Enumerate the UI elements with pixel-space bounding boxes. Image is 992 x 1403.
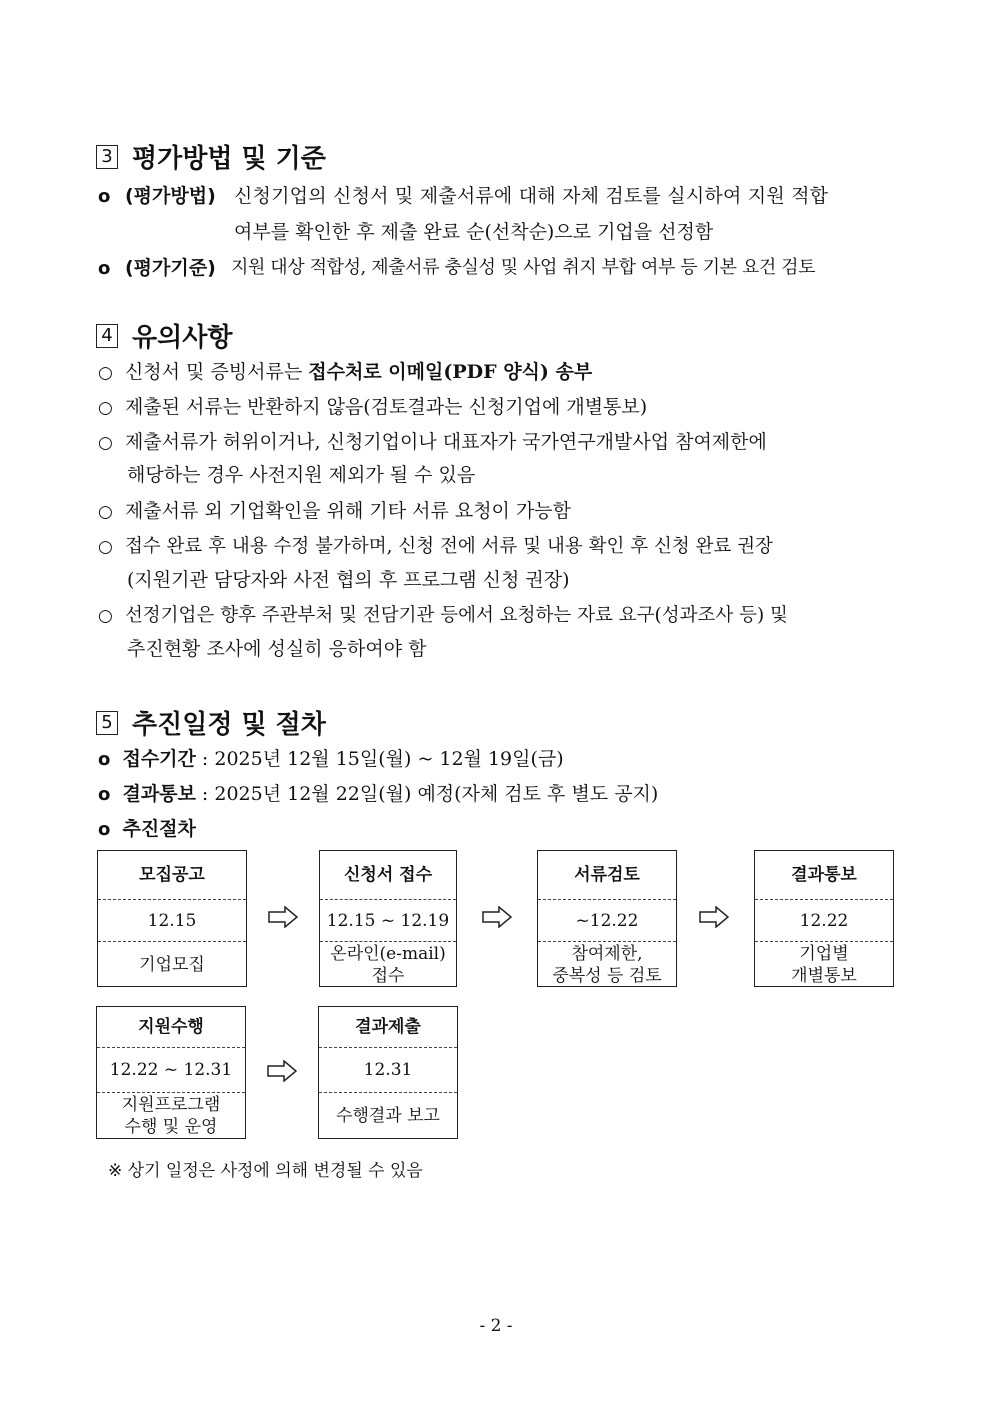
section-title: 평가방법 및 기준 xyxy=(132,144,326,174)
step-desc: 참여제한, 중복성 등 검토 xyxy=(552,943,662,986)
step-date: 12.22 xyxy=(755,900,893,942)
step-title: 서류검토 xyxy=(538,851,676,900)
notice-item-6-cont: 추진현황 조사에 성실히 응하여야 함 xyxy=(127,638,427,660)
bullet-mark: o xyxy=(98,258,111,279)
notice-item-4: ○ 제출서류 외 기업확인을 위해 기타 서류 요청이 가능함 xyxy=(98,500,572,522)
section-3-heading xyxy=(96,138,326,175)
process-step-2 xyxy=(319,850,457,987)
step-title: 결과통보 xyxy=(755,851,893,900)
step-title: 신청서 접수 xyxy=(320,851,456,900)
section-4-heading xyxy=(96,317,232,354)
section-number-box: 5 xyxy=(96,711,118,735)
eval-method-label: (평가방법) xyxy=(125,185,216,207)
section-5-heading xyxy=(96,704,326,741)
step-date: 12.15 ~ 12.19 xyxy=(320,900,456,942)
step-title: 결과제출 xyxy=(319,1007,457,1048)
page-number: - 2 - xyxy=(479,1316,513,1336)
process-step-6 xyxy=(318,1006,458,1139)
step-desc: 기업모집 xyxy=(139,954,205,975)
step-title: 지원수행 xyxy=(97,1007,245,1048)
eval-method-line-2: 여부를 확인한 후 제출 완료 순(선착순)으로 기업을 선정함 xyxy=(234,221,714,243)
section-title: 추진일정 및 절차 xyxy=(132,710,326,740)
notice-item-2: ○ 제출된 서류는 반환하지 않음(검토결과는 신청기업에 개별통보) xyxy=(98,396,648,418)
schedule-period: o 접수기간 : 2025년 12월 15일(월) ~ 12월 19일(금) xyxy=(98,748,564,770)
step-desc: 지원프로그램 수행 및 운영 xyxy=(121,1095,221,1137)
notice-item-1: ○ 신청서 및 증빙서류는 접수처로 이메일(PDF 양식) 송부 xyxy=(98,361,593,383)
process-step-3 xyxy=(537,850,677,987)
step-desc: 기업별 개별통보 xyxy=(791,943,857,986)
arrow-right-icon xyxy=(267,1060,297,1082)
section-number-box: 4 xyxy=(96,324,118,348)
process-step-1 xyxy=(97,850,247,987)
section-number-box: 3 xyxy=(96,145,118,169)
arrow-right-icon xyxy=(482,906,512,928)
eval-method-line-1: 신청기업의 신청서 및 제출서류에 대해 자체 검토를 실시하여 지원 적합 xyxy=(234,185,829,207)
notice-item-3: ○ 제출서류가 허위이거나, 신청기업이나 대표자가 국가연구개발사업 참여제한에 xyxy=(98,431,767,453)
section-title: 유의사항 xyxy=(132,323,233,353)
notice-item-3-cont: 해당하는 경우 사전지원 제외가 될 수 있음 xyxy=(127,464,476,486)
schedule-note: ※ 상기 일정은 사정에 의해 변경될 수 있음 xyxy=(108,1161,423,1181)
step-title: 모집공고 xyxy=(98,851,246,900)
notice-item-5-cont: (지원기관 담당자와 사전 협의 후 프로그램 신청 권장) xyxy=(127,569,570,591)
step-date: 12.31 xyxy=(319,1048,457,1093)
schedule-process: o 추진절차 xyxy=(98,818,196,840)
schedule-result: o 결과통보 : 2025년 12월 22일(월) 예정(자체 검토 후 별도 공지) xyxy=(98,783,659,805)
notice-item-6: ○ 선정기업은 향후 주관부처 및 전담기관 등에서 요청하는 자료 요구(성과조사 등) 및 xyxy=(98,605,788,626)
arrow-right-icon xyxy=(268,906,298,928)
arrow-right-icon xyxy=(699,906,729,928)
bullet-mark: o xyxy=(98,186,111,207)
step-date: 12.22 ~ 12.31 xyxy=(97,1048,245,1093)
step-date: 12.15 xyxy=(98,900,246,942)
step-date: ~12.22 xyxy=(538,900,676,942)
step-desc: 온라인(e-mail) 접수 xyxy=(330,943,446,986)
eval-criteria-label: (평가기준) xyxy=(125,257,216,279)
notice-item-5: ○ 접수 완료 후 내용 수정 불가하며, 신청 전에 서류 및 내용 확인 후 신청 완료 권장 xyxy=(98,536,774,557)
process-step-5 xyxy=(96,1006,246,1139)
eval-criteria-line: 지원 대상 적합성, 제출서류 충실성 및 사업 취지 부합 여부 등 기본 요건 검토 xyxy=(231,257,816,278)
process-step-4 xyxy=(754,850,894,987)
step-desc: 수행결과 보고 xyxy=(336,1106,440,1126)
